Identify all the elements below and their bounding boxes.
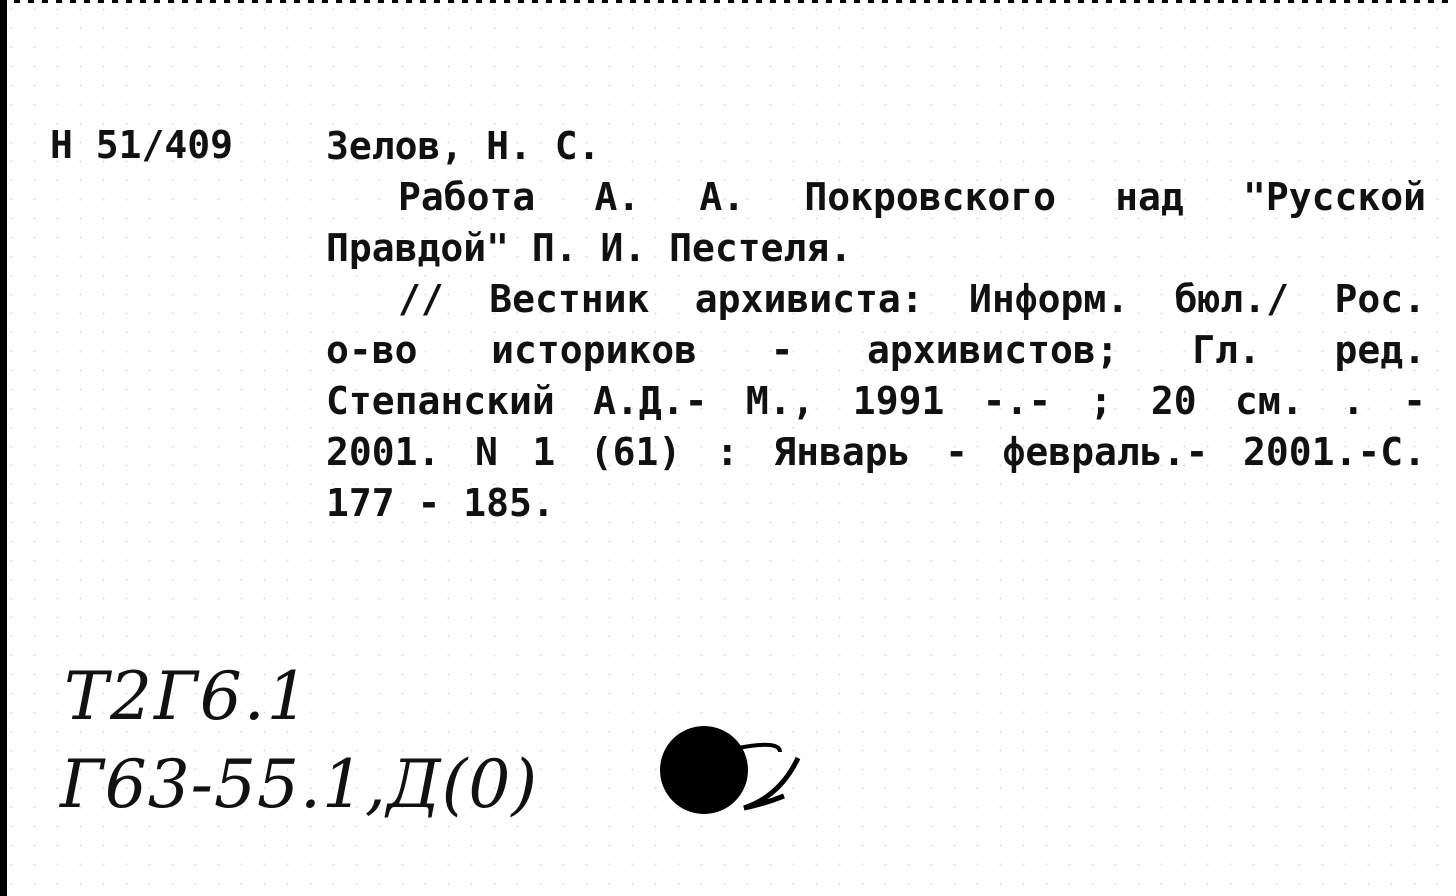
entry-source-line-2: о-во историков - архивистов; Гл. ред. <box>326 330 1426 372</box>
entry-pages: 177 - 185. <box>326 481 555 525</box>
card-left-edge <box>0 0 7 896</box>
punch-hole-icon <box>660 726 960 826</box>
entry-source-line-4: 2001. N 1 (61) : Январь - февраль.- 2001.-С. <box>326 432 1426 474</box>
entry-source-line-3: Степанский А.Д.- М., 1991 -.- ; 20 см. . - <box>326 381 1426 423</box>
card-top-edge <box>0 0 1456 3</box>
handwritten-classification-1: Т2Г6.1 <box>64 658 311 735</box>
entry-source-line-1: // Вестник архивиста: Информ. бюл./ Рос. <box>398 279 1426 321</box>
entry-title-line-1: Работа А. А. Покровского над "Русской <box>398 177 1426 219</box>
entry-author: Зелов, Н. С. <box>326 124 601 168</box>
handwritten-classification-2: Г63-55.1,Д(0) <box>60 746 539 823</box>
entry-title-line-2: Правдой" П. И. Пестеля. <box>326 226 853 270</box>
call-number: Н 51/409 <box>50 123 234 167</box>
bibliographic-entry <box>326 126 1426 534</box>
